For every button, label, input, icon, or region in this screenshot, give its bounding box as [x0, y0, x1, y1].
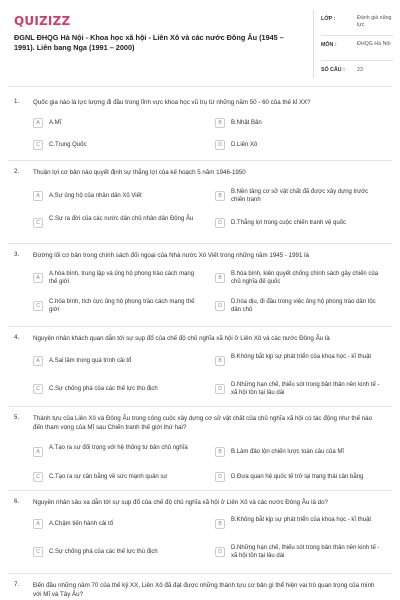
option-letter-box: C: [33, 140, 43, 150]
question-divider: [8, 326, 392, 327]
question-count-label: SỐ CÂU :: [321, 67, 345, 73]
question-divider: [8, 160, 392, 161]
option-letter-box: A: [33, 273, 43, 283]
option-text: A.Sai lầm trong quá trình cải tổ: [49, 358, 132, 364]
subject-value: ĐHQG Hà Nội: [357, 41, 391, 47]
question-divider: [8, 243, 392, 244]
option-letter-box: A: [33, 118, 43, 128]
option-letter-box: B: [215, 273, 225, 283]
option-letter-box: C: [33, 218, 43, 228]
question-number: 3.: [14, 251, 20, 258]
option-text: B.Nhật Bản: [231, 120, 262, 126]
option-letter-box: D: [215, 384, 225, 394]
header-divider-line: [8, 86, 392, 87]
question-number: 1.: [14, 98, 20, 105]
option-text: C.Sự ra đời của các nước dân chủ nhân dân Đông Âu: [49, 216, 194, 222]
option-text: D.Những hạn chế, thiếu sót trong bản thân nền kinh tế - xã hội tồn tại lâu dài: [231, 545, 380, 559]
option-text: C.Sự chống phá của các thế lực thù địch: [49, 549, 158, 555]
option-text: A.Tạo ra sự đối trọng với hệ thống tư bản chủ nghĩa: [49, 445, 188, 451]
option-letter-box: A: [33, 356, 43, 366]
worksheet-title: ĐGNL ĐHQG Hà Nội - Khoa học xã hội - Liên Xô và các nước Đông Âu (1945 – 1991). Liên bang Nga (1991 – 2000): [14, 33, 284, 52]
option-letter-box: D: [215, 547, 225, 557]
question-count-value: 23: [357, 67, 363, 73]
option-letter-box: D: [215, 472, 225, 482]
question-text: Đường lối cơ bản trong chính sách đối ngoại của Nhà nước Xô Viết trong những năm 1945 - 1991 là: [33, 252, 309, 259]
question-divider: [8, 406, 392, 407]
class-value: Đánh giá năng lực: [357, 15, 392, 28]
question-text: Nguyên nhân sâu xa dẫn tới sự sụp đổ của chế độ chủ nghĩa xã hội ở Liên Xô và các nước Đông Âu là do?: [33, 499, 328, 506]
option-text: D.Những hạn chế, thiếu sót trong bản thân nền kinh tế - xã hội tồn tại lâu dài: [231, 382, 380, 396]
option-letter-box: A: [33, 519, 43, 529]
subject-label: MÔN :: [321, 42, 337, 48]
option-text: B.hòa bình, kiên quyết chống chính sách gây chiến của chủ nghĩa đế quốc: [231, 271, 379, 285]
option-text: B.Không bắt kịp sự phát triển của khoa học - kĩ thuật: [231, 517, 372, 523]
class-label: LỚP :: [321, 16, 336, 22]
option-text: D.Thắng lợi trong cuộc chiến tranh vệ quốc: [231, 220, 346, 226]
option-text: D.Đưa quan hệ quốc tế trở lại trạng thái cân bằng: [231, 474, 364, 480]
option-letter-box: A: [33, 447, 43, 457]
option-text: D.hòa dịu, đi đầu trong việc ủng hộ phong trào dân tộc dân chủ: [231, 299, 376, 313]
question-number: 6.: [14, 498, 20, 505]
option-letter-box: B: [215, 519, 225, 529]
question-text: Nguyên nhân khách quan dẫn tới sự sụp đổ của chế độ chủ nghĩa xã hội ở Liên Xô và các nước Đông Âu là: [33, 335, 330, 342]
question-text: Thuận lợi cơ bản nào quyết định sự thắng lợi của kế hoạch 5 năm 1946-1950: [33, 169, 246, 176]
option-text: D.Liên Xô: [231, 142, 258, 148]
option-letter-box: A: [33, 191, 43, 201]
question-text: Quốc gia nào là lực lượng đi đầu trong lĩnh vực khoa học vũ trụ từ những năm 50 - 60 của thế kỉ XX?: [33, 99, 311, 106]
option-text: C.Trung Quốc: [49, 142, 87, 148]
quizizz-logo: QUIZIZZ: [14, 14, 71, 28]
option-text: A.Mĩ: [49, 120, 62, 126]
question-text: Thành tựu của Liên Xô và Đông Âu trong công cuộc xây dựng cơ sở vật chất của chủ nghĩa xã hội có tác động như thế nào đến tham vọng của Mĩ sau Chiến tranh thế giới thứ hai?: [33, 415, 373, 431]
option-letter-box: B: [215, 118, 225, 128]
option-text: C.hòa bình, tích cực ủng hộ phong trào cách mạng thế giới: [49, 299, 195, 313]
option-letter-box: C: [33, 384, 43, 394]
option-letter-box: C: [33, 301, 43, 311]
option-letter-box: B: [215, 447, 225, 457]
option-text: B.Không bắt kịp sự phát triển của khoa học - kĩ thuật: [231, 354, 372, 360]
option-text: C.Sự chống phá của các thế lực thù địch: [49, 386, 158, 392]
worksheet-header: [0, 0, 400, 84]
question-number: 2.: [14, 168, 20, 175]
option-letter-box: C: [33, 472, 43, 482]
option-text: B.Nền tảng cơ sở vật chất đã được xây dựng trước chiến tranh: [231, 189, 369, 203]
header-divider: [313, 10, 314, 78]
meta-separator: [321, 60, 393, 61]
question-number: 4.: [14, 334, 20, 341]
question-text: Đến đầu những năm 70 của thế kỷ XX, Liên Xô đã đạt được những thành tựu cơ bản gì thể hiện vai trò quan trọng của mình với Mĩ và Tây Âu?: [33, 582, 375, 598]
option-text: A.Sự ủng hộ của nhân dân Xô Viết: [49, 193, 142, 199]
option-text: C.Tạo ra sự cân bằng về sức mạnh quân sự: [49, 474, 168, 480]
meta-separator: [321, 35, 393, 36]
option-letter-box: D: [215, 301, 225, 311]
option-text: A.Chậm tiến hành cải tổ: [49, 521, 114, 527]
option-letter-box: B: [215, 191, 225, 201]
question-number: 5.: [14, 414, 20, 421]
question-number: 7.: [14, 581, 20, 588]
question-divider: [8, 490, 392, 491]
option-letter-box: C: [33, 547, 43, 557]
option-letter-box: D: [215, 218, 225, 228]
question-divider: [8, 573, 392, 574]
option-text: B.Làm đảo lộn chiến lược toàn cầu của Mĩ: [231, 449, 345, 455]
option-letter-box: B: [215, 356, 225, 366]
option-letter-box: D: [215, 140, 225, 150]
option-text: A.hòa bình, trung lập và ủng hộ phong trào cách mạng thế giới: [49, 271, 195, 285]
